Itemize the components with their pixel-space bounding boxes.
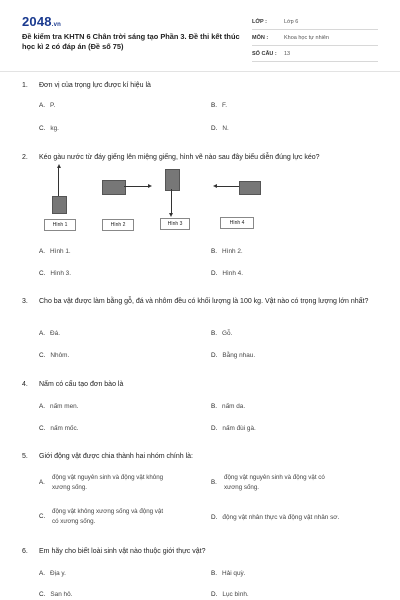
option-text: Hải quỳ. bbox=[222, 570, 246, 577]
option-text-line: xương sống. bbox=[52, 484, 88, 491]
exam-title: Đề kiểm tra KHTN 6 Chân trời sáng tạo Phần 3. Đề thi kết thúc học kì 2 có đáp án (Đề số 75) bbox=[22, 32, 240, 51]
option-text: N. bbox=[222, 125, 229, 132]
option-text: nấm đùi gà. bbox=[222, 425, 256, 432]
figure-label: Hình 2 bbox=[102, 219, 134, 231]
question-body: Em hãy cho biết loài sinh vật nào thuộc giới thực vật? bbox=[39, 548, 206, 555]
option-a[interactable] bbox=[39, 330, 60, 337]
question-text bbox=[22, 379, 382, 390]
info-row-count bbox=[252, 46, 378, 62]
option-letter: A. bbox=[39, 570, 46, 577]
option-letter: B. bbox=[211, 570, 218, 577]
option-letter: A. bbox=[39, 330, 46, 337]
option-letter: C. bbox=[39, 513, 46, 520]
bucket-crate bbox=[52, 196, 67, 214]
option-letter: B. bbox=[211, 403, 218, 410]
question-4 bbox=[22, 379, 382, 432]
option-c[interactable] bbox=[39, 352, 69, 359]
option-text: nấm men. bbox=[50, 403, 79, 410]
option-text-line: động vật nguyên sinh và động vật không bbox=[52, 474, 164, 481]
option-d[interactable] bbox=[211, 352, 255, 359]
option-text-line: xương sống. bbox=[224, 484, 260, 491]
option-b[interactable] bbox=[211, 403, 245, 410]
option-text bbox=[224, 473, 325, 493]
page-header bbox=[0, 0, 400, 68]
question-body: Nấm có cấu tạo đơn bào là bbox=[39, 381, 124, 388]
option-d[interactable] bbox=[211, 591, 249, 598]
question-number: 6. bbox=[22, 548, 28, 555]
figure-label: Hình 3 bbox=[160, 218, 190, 230]
option-c[interactable] bbox=[39, 591, 72, 598]
option-text bbox=[52, 473, 163, 493]
question-body: Cho ba vật được làm bằng gỗ, đá và nhôm đều có khối lượng là 100 kg. Vật nào có trọng lượng lớn nhất? bbox=[39, 298, 369, 305]
question-number: 2. bbox=[22, 154, 28, 161]
option-b[interactable] bbox=[211, 473, 381, 495]
option-text: San hô. bbox=[50, 591, 73, 598]
option-b[interactable] bbox=[211, 330, 232, 337]
option-c[interactable] bbox=[39, 125, 59, 132]
option-text: Hình 1. bbox=[50, 248, 71, 255]
option-b[interactable] bbox=[211, 570, 246, 577]
option-a[interactable] bbox=[39, 248, 71, 255]
logo-suffix: .vn bbox=[51, 22, 62, 28]
option-text: kg. bbox=[50, 125, 59, 132]
option-text: nấm mốc. bbox=[50, 425, 79, 432]
site-logo[interactable] bbox=[22, 14, 61, 29]
force-line bbox=[171, 189, 172, 213]
option-letter: D. bbox=[211, 591, 218, 598]
arrow-down-icon bbox=[169, 213, 173, 217]
question-6 bbox=[22, 546, 382, 598]
option-a[interactable] bbox=[39, 473, 204, 495]
question-number: 5. bbox=[22, 453, 28, 460]
option-d[interactable] bbox=[211, 270, 243, 277]
option-c[interactable] bbox=[39, 270, 71, 277]
option-a[interactable] bbox=[39, 102, 55, 109]
info-value: Khoa học tự nhiên bbox=[284, 34, 329, 41]
option-letter: D. bbox=[211, 425, 218, 432]
option-letter: A. bbox=[39, 479, 45, 486]
option-letter: D. bbox=[211, 270, 218, 277]
info-row-class bbox=[252, 14, 378, 30]
option-letter: C. bbox=[39, 352, 46, 359]
option-text-line: động vật nguyên sinh và động vật có bbox=[224, 474, 325, 481]
option-text: Hình 2. bbox=[222, 248, 243, 255]
option-text bbox=[52, 507, 163, 527]
option-b[interactable] bbox=[211, 248, 243, 255]
option-letter: B. bbox=[211, 330, 218, 337]
option-c[interactable] bbox=[39, 425, 78, 432]
question-1 bbox=[22, 80, 382, 132]
option-text-line: động vật không xương sống và động vật bbox=[52, 508, 164, 515]
question-text bbox=[22, 451, 382, 462]
question-text bbox=[22, 546, 382, 557]
figure-label: Hình 1 bbox=[44, 219, 76, 231]
option-letter: C. bbox=[39, 591, 46, 598]
option-text: động vật nhân thực và động vật nhân sơ. bbox=[222, 514, 340, 521]
option-text: Đá. bbox=[50, 330, 60, 337]
question-number: 4. bbox=[22, 381, 28, 388]
question-number: 3. bbox=[22, 298, 28, 305]
option-letter: D. bbox=[211, 514, 218, 521]
question-body: Giới động vật được chia thành hai nhóm chính là: bbox=[39, 453, 193, 460]
option-letter: D. bbox=[211, 352, 218, 359]
info-key: SỐ CÂU : bbox=[252, 50, 277, 57]
option-text: Bằng nhau. bbox=[222, 352, 256, 359]
force-line bbox=[58, 168, 59, 196]
question-2 bbox=[22, 152, 382, 277]
logo-text: 2048 bbox=[22, 14, 52, 29]
option-letter: C. bbox=[39, 270, 46, 277]
option-letter: B. bbox=[211, 479, 217, 486]
question-text bbox=[22, 80, 382, 91]
option-text: F. bbox=[222, 102, 228, 109]
option-letter: C. bbox=[39, 125, 46, 132]
question-number: 1. bbox=[22, 82, 28, 89]
option-letter: C. bbox=[39, 425, 46, 432]
question-body: Kéo gàu nước từ đáy giếng lên miệng giếng, hình vẽ nào sau đây biểu diễn đúng lực kéo? bbox=[39, 154, 320, 161]
option-text-line: có xương sống. bbox=[52, 518, 96, 525]
figure-label: Hình 4 bbox=[220, 217, 254, 229]
question-5 bbox=[22, 451, 382, 525]
header-divider bbox=[0, 71, 400, 72]
info-key: LỚP : bbox=[252, 18, 267, 25]
option-d[interactable] bbox=[211, 125, 229, 132]
info-value: Lớp 6 bbox=[284, 18, 299, 25]
exam-info bbox=[252, 14, 378, 62]
question-body: Đơn vị của trọng lực được kí hiệu là bbox=[39, 82, 151, 89]
option-text: Gỗ. bbox=[222, 330, 233, 337]
option-letter: D. bbox=[211, 125, 218, 132]
option-c[interactable] bbox=[39, 507, 204, 529]
arrow-right-icon bbox=[148, 184, 152, 188]
bucket-crate bbox=[165, 169, 180, 191]
option-text: nấm da. bbox=[222, 403, 246, 410]
option-d[interactable] bbox=[211, 514, 339, 521]
option-d[interactable] bbox=[211, 425, 256, 432]
option-text: Hình 4. bbox=[222, 270, 244, 277]
bucket-crate bbox=[239, 181, 261, 195]
option-a[interactable] bbox=[39, 403, 78, 410]
option-letter: A. bbox=[39, 403, 46, 410]
option-a[interactable] bbox=[39, 570, 66, 577]
option-text: Hình 3. bbox=[50, 270, 72, 277]
option-text: Nhôm. bbox=[50, 352, 70, 359]
bucket-crate bbox=[102, 180, 126, 195]
option-b[interactable] bbox=[211, 102, 227, 109]
option-text: Lục bình. bbox=[222, 591, 249, 598]
force-line bbox=[217, 186, 239, 187]
option-text: Địa y. bbox=[50, 570, 66, 577]
option-letter: B. bbox=[211, 102, 218, 109]
option-letter: B. bbox=[211, 248, 218, 255]
option-text: P. bbox=[50, 102, 56, 109]
info-key: MÔN : bbox=[252, 34, 269, 41]
question-3 bbox=[22, 296, 382, 359]
option-letter: A. bbox=[39, 102, 46, 109]
force-line bbox=[124, 186, 148, 187]
info-value: 13 bbox=[284, 50, 291, 57]
question-text bbox=[22, 296, 382, 307]
info-row-subject bbox=[252, 30, 378, 46]
force-figures bbox=[22, 152, 382, 242]
option-letter: A. bbox=[39, 248, 46, 255]
